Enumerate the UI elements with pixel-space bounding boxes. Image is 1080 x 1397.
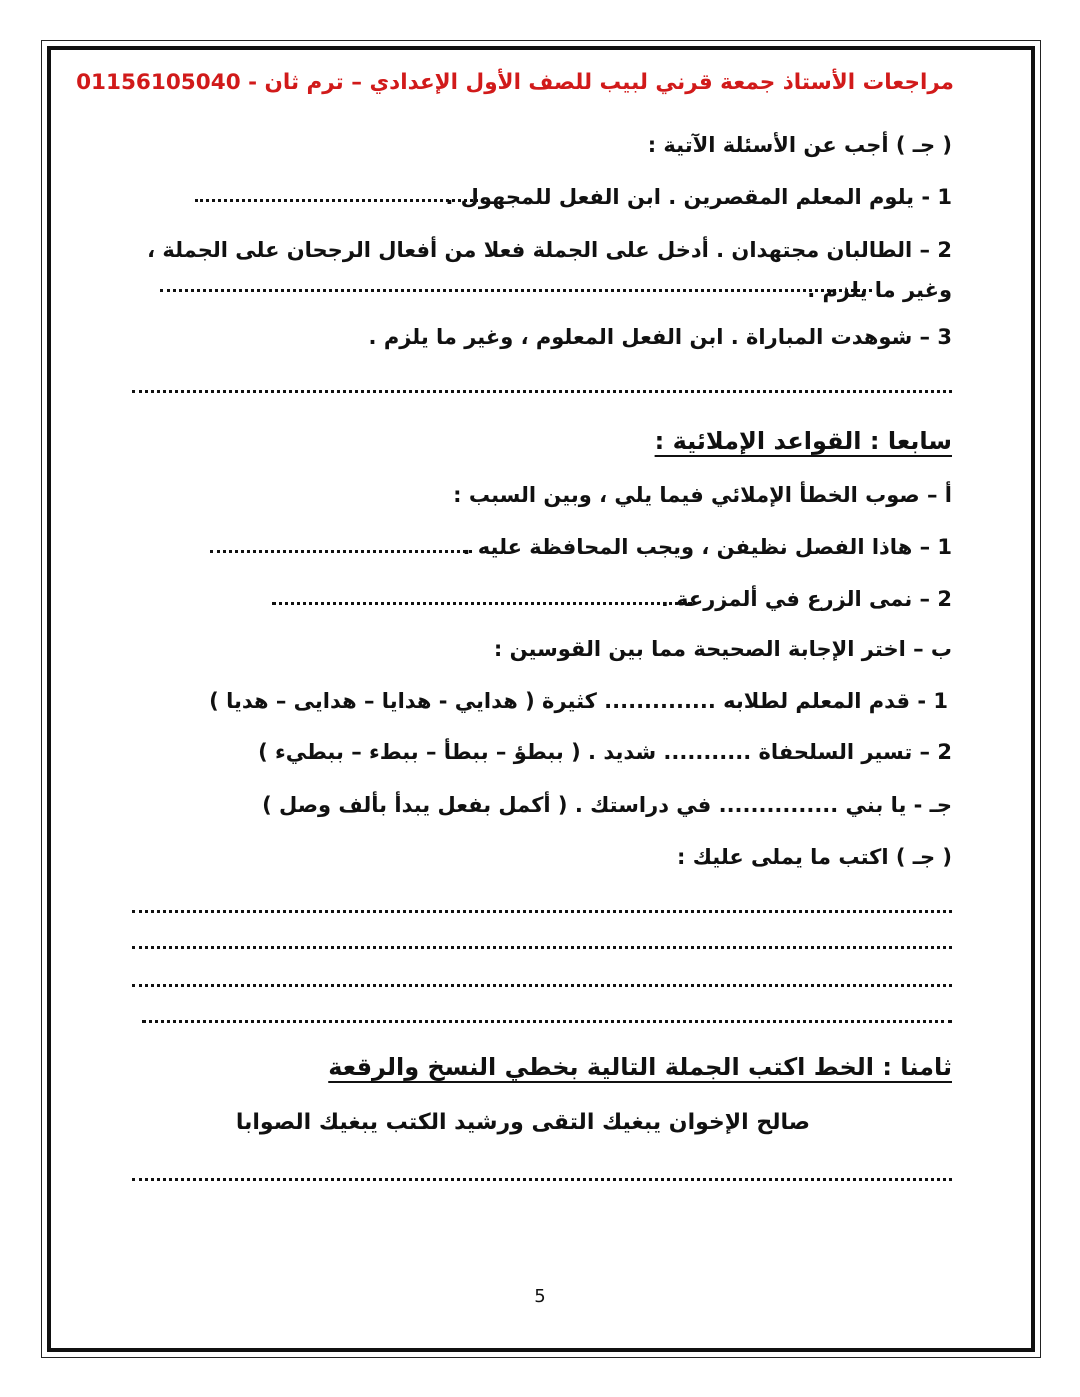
- question-1: 1 - يلوم المعلم المقصرين . ابن الفعل للمجهول .: [445, 185, 952, 209]
- section-8-title: ثامنا : الخط اكتب الجملة التالية بخطي النسخ والرقعة: [328, 1053, 952, 1081]
- calligraphy-sentence: صالح الإخوان يبغيك التقى ورشيد الكتب يبغيك الصوابا: [235, 1110, 810, 1135]
- choice-item-1: 1 - قدم المعلم لطلابه .............. كثيرة ( هدايي - هدايا – هدايى – هديا ): [209, 689, 948, 713]
- answer-line: [132, 1178, 952, 1181]
- answer-line: [272, 602, 692, 605]
- answer-line: [132, 910, 952, 913]
- part-c-title: ( جـ ) أجب عن الأسئلة الآتية :: [647, 133, 952, 157]
- answer-line: [210, 550, 472, 553]
- answer-line: [195, 199, 478, 202]
- answer-line: [132, 946, 952, 949]
- answer-line: [142, 1020, 952, 1023]
- complete-item: جـ - يا بني ............... في دراستك . ( أكمل بفعل يبدأ بألف وصل ): [262, 793, 952, 817]
- page-header: مراجعات الأستاذ جمعة قرني لبيب للصف الأول الإعدادي – ترم ثان - 01156105040: [76, 70, 954, 95]
- dictation-title: ( جـ ) اكتب ما يملى عليك :: [676, 845, 952, 869]
- answer-line: [160, 289, 872, 292]
- spelling-item-1: 1 – هاذا الفصل نظيفن ، ويجب المحافظة عليه .: [462, 535, 952, 559]
- section-7-b-title: ب – اختر الإجابة الصحيحة مما بين القوسين :: [493, 637, 952, 661]
- section-7-a-title: أ – صوب الخطأ الإملائي فيما يلي ، وبين السبب :: [453, 483, 952, 507]
- answer-line: [132, 984, 952, 987]
- spelling-item-2: 2 – نمى الزرع في ألمزرعة .: [660, 587, 952, 611]
- question-3: 3 – شوهدت المباراة . ابن الفعل المعلوم ، وغير ما يلزم .: [368, 325, 952, 349]
- choice-item-2: 2 – تسير السلحفاة ........... شديد . ( ببطؤ – ببطأ – ببطء – ببطيء ): [258, 740, 952, 764]
- question-2: 2 – الطالبان مجتهدان . أدخل على الجملة فعلا من أفعال الرجحان على الجملة ، وغير ما يلزم .: [147, 238, 952, 302]
- page-number: 5: [534, 1286, 546, 1307]
- section-7-title: سابعا : القواعد الإملائية :: [654, 427, 952, 455]
- answer-line: [132, 390, 952, 393]
